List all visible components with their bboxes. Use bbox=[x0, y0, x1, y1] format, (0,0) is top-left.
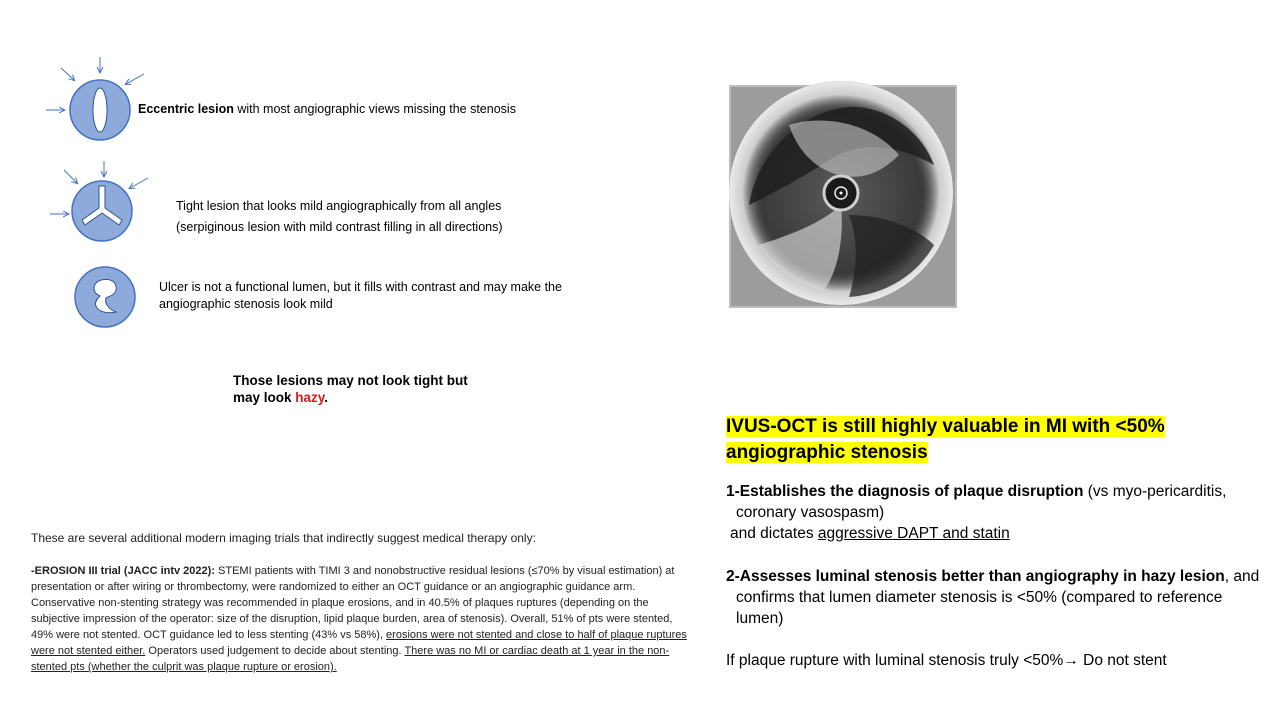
erosion-trial-paragraph: -EROSION III trial (JACC intv 2022): STEMI patients with TIMI 3 and nonobstructive residual lesions (≤70% by visual estimation) at presentation or after wiring or thrombectomy, were randomized to either an OCT guidance or an angiographic guidance arm. Conservative non-stenting strategy was recommended in plaque erosions, and in 40.5% of plaques ruptures (depending on the subjective impression of the operator: size of the disruption, lipid plaque burden, area of stenosis). Overall, 51% of pts were stented, 49% were not stented. OCT guidance led to less stenting (43% vs 58%), erosions were not stented and close to half of plaque ruptures were not stented either. Operators used judgement to decide about stenting. There was no MI or cardiac death at 1 year in the non-stented pts (whether the culprit was plaque rupture or erosion). bbox=[31, 565, 687, 673]
ulcer-lesion-line2: angiographic stenosis look mild bbox=[159, 297, 333, 311]
point-1-line3: and dictates aggressive DAPT and statin bbox=[730, 525, 1010, 542]
hazy-callout-line2: may look hazy. bbox=[233, 390, 329, 405]
point-1-rest: (vs myo-pericarditis, bbox=[1083, 483, 1227, 500]
eccentric-lesion-label: Eccentric lesion bbox=[138, 102, 234, 116]
ivus-oct-headline-block bbox=[726, 414, 1280, 466]
eccentric-lesion-text bbox=[138, 101, 516, 118]
eccentric-lesion-description: with most angiographic views missing the stenosis bbox=[233, 102, 516, 116]
ivus-oct-headline: IVUS-OCT is still highly valuable in MI with <50% angiographic stenosis bbox=[726, 416, 1165, 463]
point-1-line2: coronary vasospasm) bbox=[736, 504, 885, 521]
erosion-trial-title: -EROSION III trial (JACC intv 2022): bbox=[31, 565, 215, 577]
point-1-title: 1-Establishes the diagnosis of plaque disruption bbox=[726, 483, 1084, 500]
eccentric-lesion-diagram bbox=[40, 52, 140, 147]
arrow-right-icon: → bbox=[1063, 652, 1079, 669]
serpiginous-lesion-diagram bbox=[42, 158, 142, 246]
point-1-dapt-statin: aggressive DAPT and statin bbox=[817, 525, 1010, 542]
hazy-callout bbox=[233, 372, 468, 406]
conclusion: If plaque rupture with luminal stenosis truly <50%→ Do not stent bbox=[726, 652, 1167, 669]
point-2-title: 2-Assesses luminal stenosis better than angiography in hazy lesion bbox=[726, 568, 1225, 585]
hazy-callout-line1: Those lesions may not look tight but bbox=[233, 373, 468, 388]
point-2-line2: confirms that lumen diameter stenosis is <50% (compared to reference bbox=[736, 589, 1223, 606]
ulcer-lesion-text bbox=[159, 279, 562, 313]
point-2 bbox=[726, 566, 1280, 629]
serpiginous-lesion-text bbox=[176, 198, 503, 236]
ulcer-lesion-line1: Ulcer is not a functional lumen, but it fills with contrast and may make the bbox=[159, 280, 562, 294]
point-2-line3: lumen) bbox=[736, 610, 784, 627]
ulcer-lesion-diagram bbox=[72, 264, 138, 330]
trials-intro: These are several additional modern imaging trials that indirectly suggest medical therapy only: bbox=[31, 531, 536, 545]
point-2-rest: , and bbox=[1224, 568, 1260, 585]
point-1 bbox=[726, 481, 1280, 544]
ivus-image bbox=[729, 85, 957, 308]
erosion-trial-finding-1: erosions were not stented and close to half of plaque ruptures were not stented either. bbox=[31, 629, 687, 657]
serpiginous-lesion-line2: (serpiginous lesion with mild contrast filling in all directions) bbox=[176, 220, 503, 234]
erosion-trial-finding-2: There was no MI or cardiac death at 1 year in the non-stented pts (whether the culprit was plaque rupture or erosion). bbox=[31, 645, 670, 673]
serpiginous-lesion-line1: Tight lesion that looks mild angiographically from all angles bbox=[176, 199, 502, 213]
hazy-word: hazy bbox=[295, 390, 325, 405]
